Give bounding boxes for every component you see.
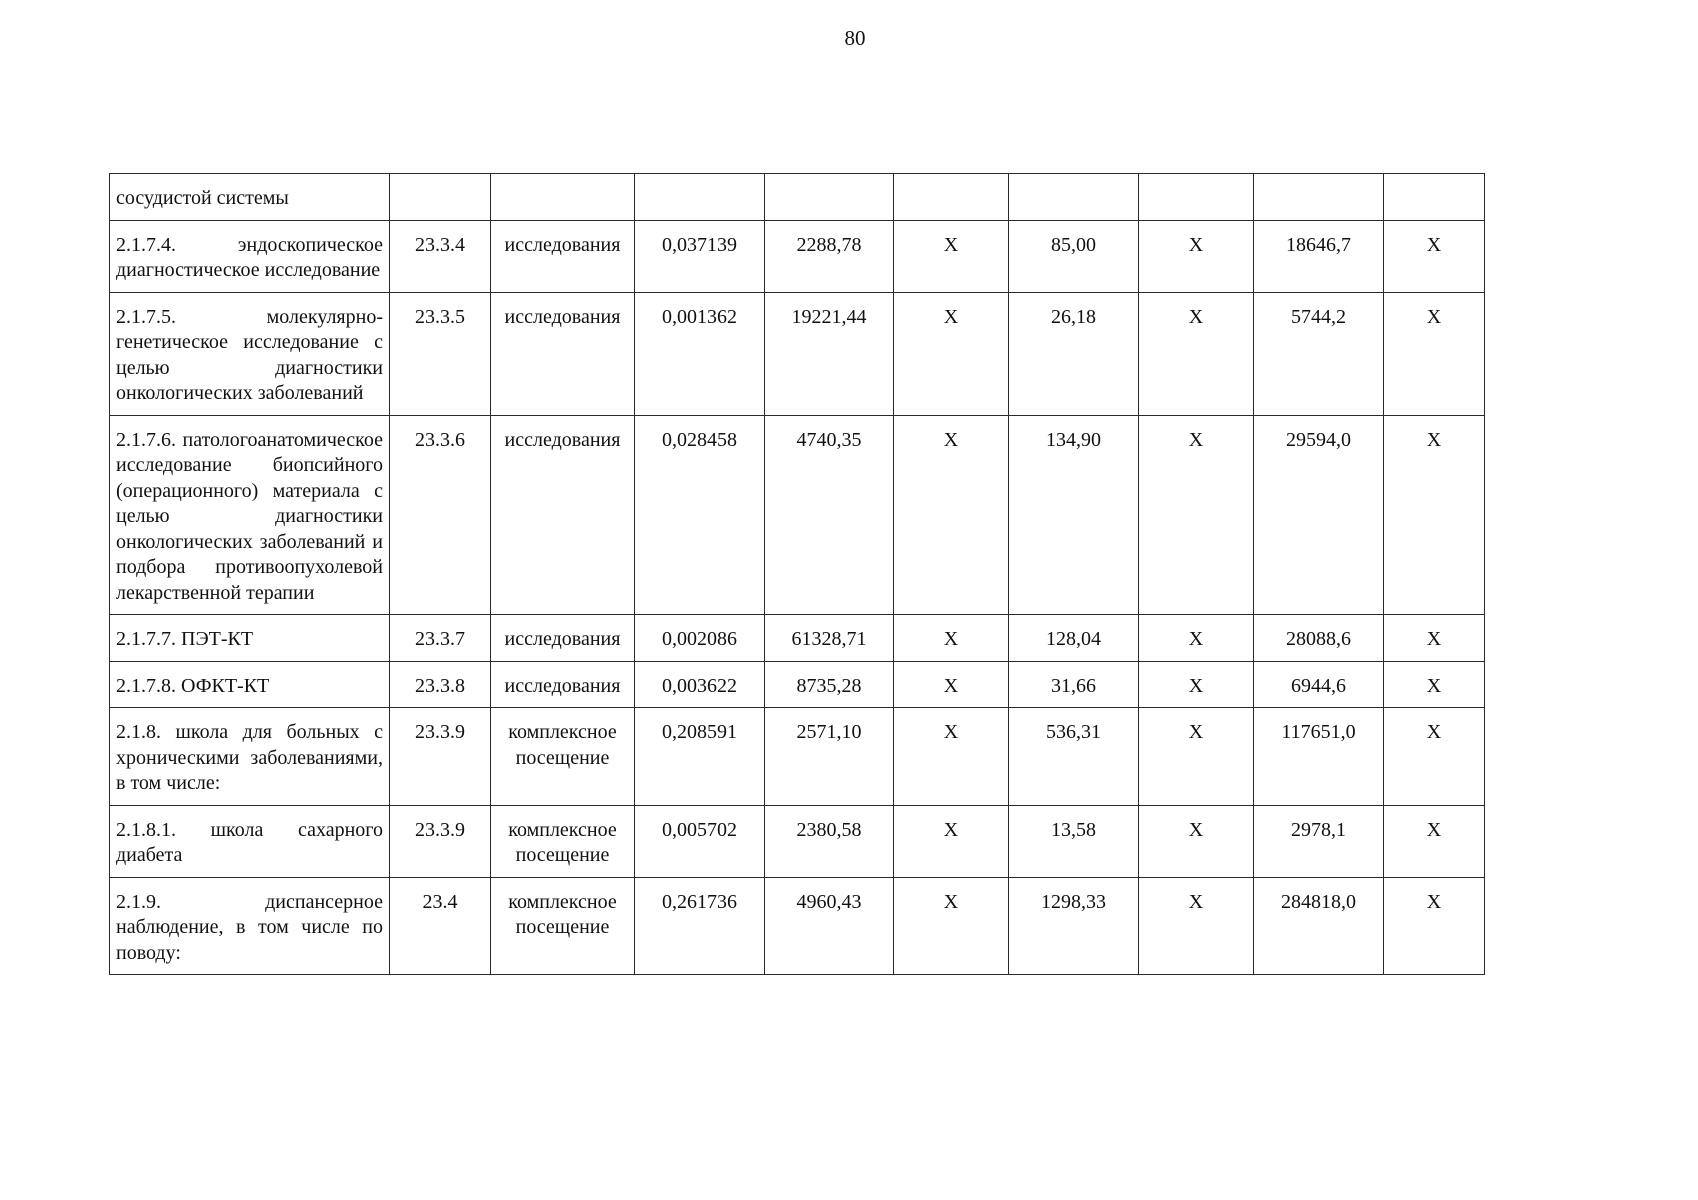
col10-cell: X — [1384, 708, 1485, 806]
col9-cell: 6944,6 — [1254, 661, 1384, 708]
col8-cell: X — [1139, 708, 1254, 806]
col9-cell: 117651,0 — [1254, 708, 1384, 806]
code-cell: 23.3.7 — [390, 615, 491, 662]
col6-cell: X — [894, 415, 1009, 615]
cost-cell — [765, 174, 894, 221]
unit-cell: комплексное посещение — [491, 805, 635, 877]
table-row — [110, 805, 1485, 877]
code-cell: 23.3.5 — [390, 292, 491, 415]
col10-cell: X — [1384, 877, 1485, 975]
col8-cell: X — [1139, 292, 1254, 415]
code-cell: 23.3.6 — [390, 415, 491, 615]
norm-cell: 0,001362 — [635, 292, 765, 415]
code-cell: 23.3.9 — [390, 708, 491, 806]
service-name-cell: 2.1.7.5. молекулярно-генетическое исследование с целью диагностики онкологических заболеваний — [110, 292, 390, 415]
table-row — [110, 615, 1485, 662]
unit-cell: исследования — [491, 661, 635, 708]
col7-cell: 536,31 — [1009, 708, 1139, 806]
page-number: 80 — [844, 26, 866, 50]
col7-cell: 85,00 — [1009, 220, 1139, 292]
norm-cell: 0,002086 — [635, 615, 765, 662]
service-name-cell: 2.1.8.1. школа сахарного диабета — [110, 805, 390, 877]
col9-cell — [1254, 174, 1384, 221]
cost-cell: 4960,43 — [765, 877, 894, 975]
unit-cell: исследования — [491, 615, 635, 662]
col8-cell: X — [1139, 877, 1254, 975]
col7-cell: 26,18 — [1009, 292, 1139, 415]
table-row — [110, 292, 1485, 415]
col10-cell: X — [1384, 292, 1485, 415]
col8-cell: X — [1139, 805, 1254, 877]
unit-cell: комплексное посещение — [491, 877, 635, 975]
service-name-cell: 2.1.7.8. ОФКТ-КТ — [110, 661, 390, 708]
cost-cell: 2571,10 — [765, 708, 894, 806]
norm-cell: 0,005702 — [635, 805, 765, 877]
col7-cell: 13,58 — [1009, 805, 1139, 877]
table-body — [110, 174, 1485, 975]
col7-cell: 128,04 — [1009, 615, 1139, 662]
services-table — [109, 173, 1485, 975]
cost-cell: 4740,35 — [765, 415, 894, 615]
code-cell: 23.3.8 — [390, 661, 491, 708]
norm-cell — [635, 174, 765, 221]
col10-cell: X — [1384, 220, 1485, 292]
cost-cell: 2288,78 — [765, 220, 894, 292]
norm-cell: 0,028458 — [635, 415, 765, 615]
col9-cell: 5744,2 — [1254, 292, 1384, 415]
col9-cell: 2978,1 — [1254, 805, 1384, 877]
service-name-cell: сосудистой системы — [110, 174, 390, 221]
col9-cell: 18646,7 — [1254, 220, 1384, 292]
unit-cell — [491, 174, 635, 221]
service-name-cell: 2.1.7.7. ПЭТ-КТ — [110, 615, 390, 662]
col6-cell: X — [894, 805, 1009, 877]
table-row — [110, 415, 1485, 615]
cost-cell: 2380,58 — [765, 805, 894, 877]
norm-cell: 0,037139 — [635, 220, 765, 292]
table-row — [110, 708, 1485, 806]
col10-cell: X — [1384, 415, 1485, 615]
service-name-cell: 2.1.9. диспансерное наблюдение, в том числе по поводу: — [110, 877, 390, 975]
col6-cell: X — [894, 615, 1009, 662]
cost-cell: 8735,28 — [765, 661, 894, 708]
col9-cell: 284818,0 — [1254, 877, 1384, 975]
col6-cell: X — [894, 661, 1009, 708]
code-cell: 23.4 — [390, 877, 491, 975]
table-row — [110, 661, 1485, 708]
code-cell: 23.3.4 — [390, 220, 491, 292]
cost-cell: 61328,71 — [765, 615, 894, 662]
col6-cell — [894, 174, 1009, 221]
col6-cell: X — [894, 292, 1009, 415]
unit-cell: комплексное посещение — [491, 708, 635, 806]
col7-cell: 134,90 — [1009, 415, 1139, 615]
cost-cell: 19221,44 — [765, 292, 894, 415]
service-name-cell: 2.1.7.6. патологоанатомическое исследование биопсийного (операционного) материала с целью диагностики онкологических заболеваний и подбора противоопухолевой лекарственной терапии — [110, 415, 390, 615]
col7-cell — [1009, 174, 1139, 221]
unit-cell: исследования — [491, 220, 635, 292]
col7-cell: 31,66 — [1009, 661, 1139, 708]
col8-cell: X — [1139, 220, 1254, 292]
col8-cell: X — [1139, 615, 1254, 662]
code-cell — [390, 174, 491, 221]
code-cell: 23.3.9 — [390, 805, 491, 877]
norm-cell: 0,003622 — [635, 661, 765, 708]
col6-cell: X — [894, 877, 1009, 975]
service-name-cell: 2.1.8. школа для больных с хроническими заболеваниями, в том числе: — [110, 708, 390, 806]
col7-cell: 1298,33 — [1009, 877, 1139, 975]
col8-cell: X — [1139, 661, 1254, 708]
col10-cell: X — [1384, 805, 1485, 877]
norm-cell: 0,261736 — [635, 877, 765, 975]
norm-cell: 0,208591 — [635, 708, 765, 806]
unit-cell: исследования — [491, 292, 635, 415]
table-row — [110, 877, 1485, 975]
table-row — [110, 174, 1485, 221]
col9-cell: 28088,6 — [1254, 615, 1384, 662]
col9-cell: 29594,0 — [1254, 415, 1384, 615]
col10-cell: X — [1384, 615, 1485, 662]
unit-cell: исследования — [491, 415, 635, 615]
table-row — [110, 220, 1485, 292]
col6-cell: X — [894, 220, 1009, 292]
service-name-cell: 2.1.7.4. эндоскопическое диагностическое исследование — [110, 220, 390, 292]
col10-cell: X — [1384, 661, 1485, 708]
col8-cell: X — [1139, 415, 1254, 615]
col6-cell: X — [894, 708, 1009, 806]
col10-cell — [1384, 174, 1485, 221]
col8-cell — [1139, 174, 1254, 221]
